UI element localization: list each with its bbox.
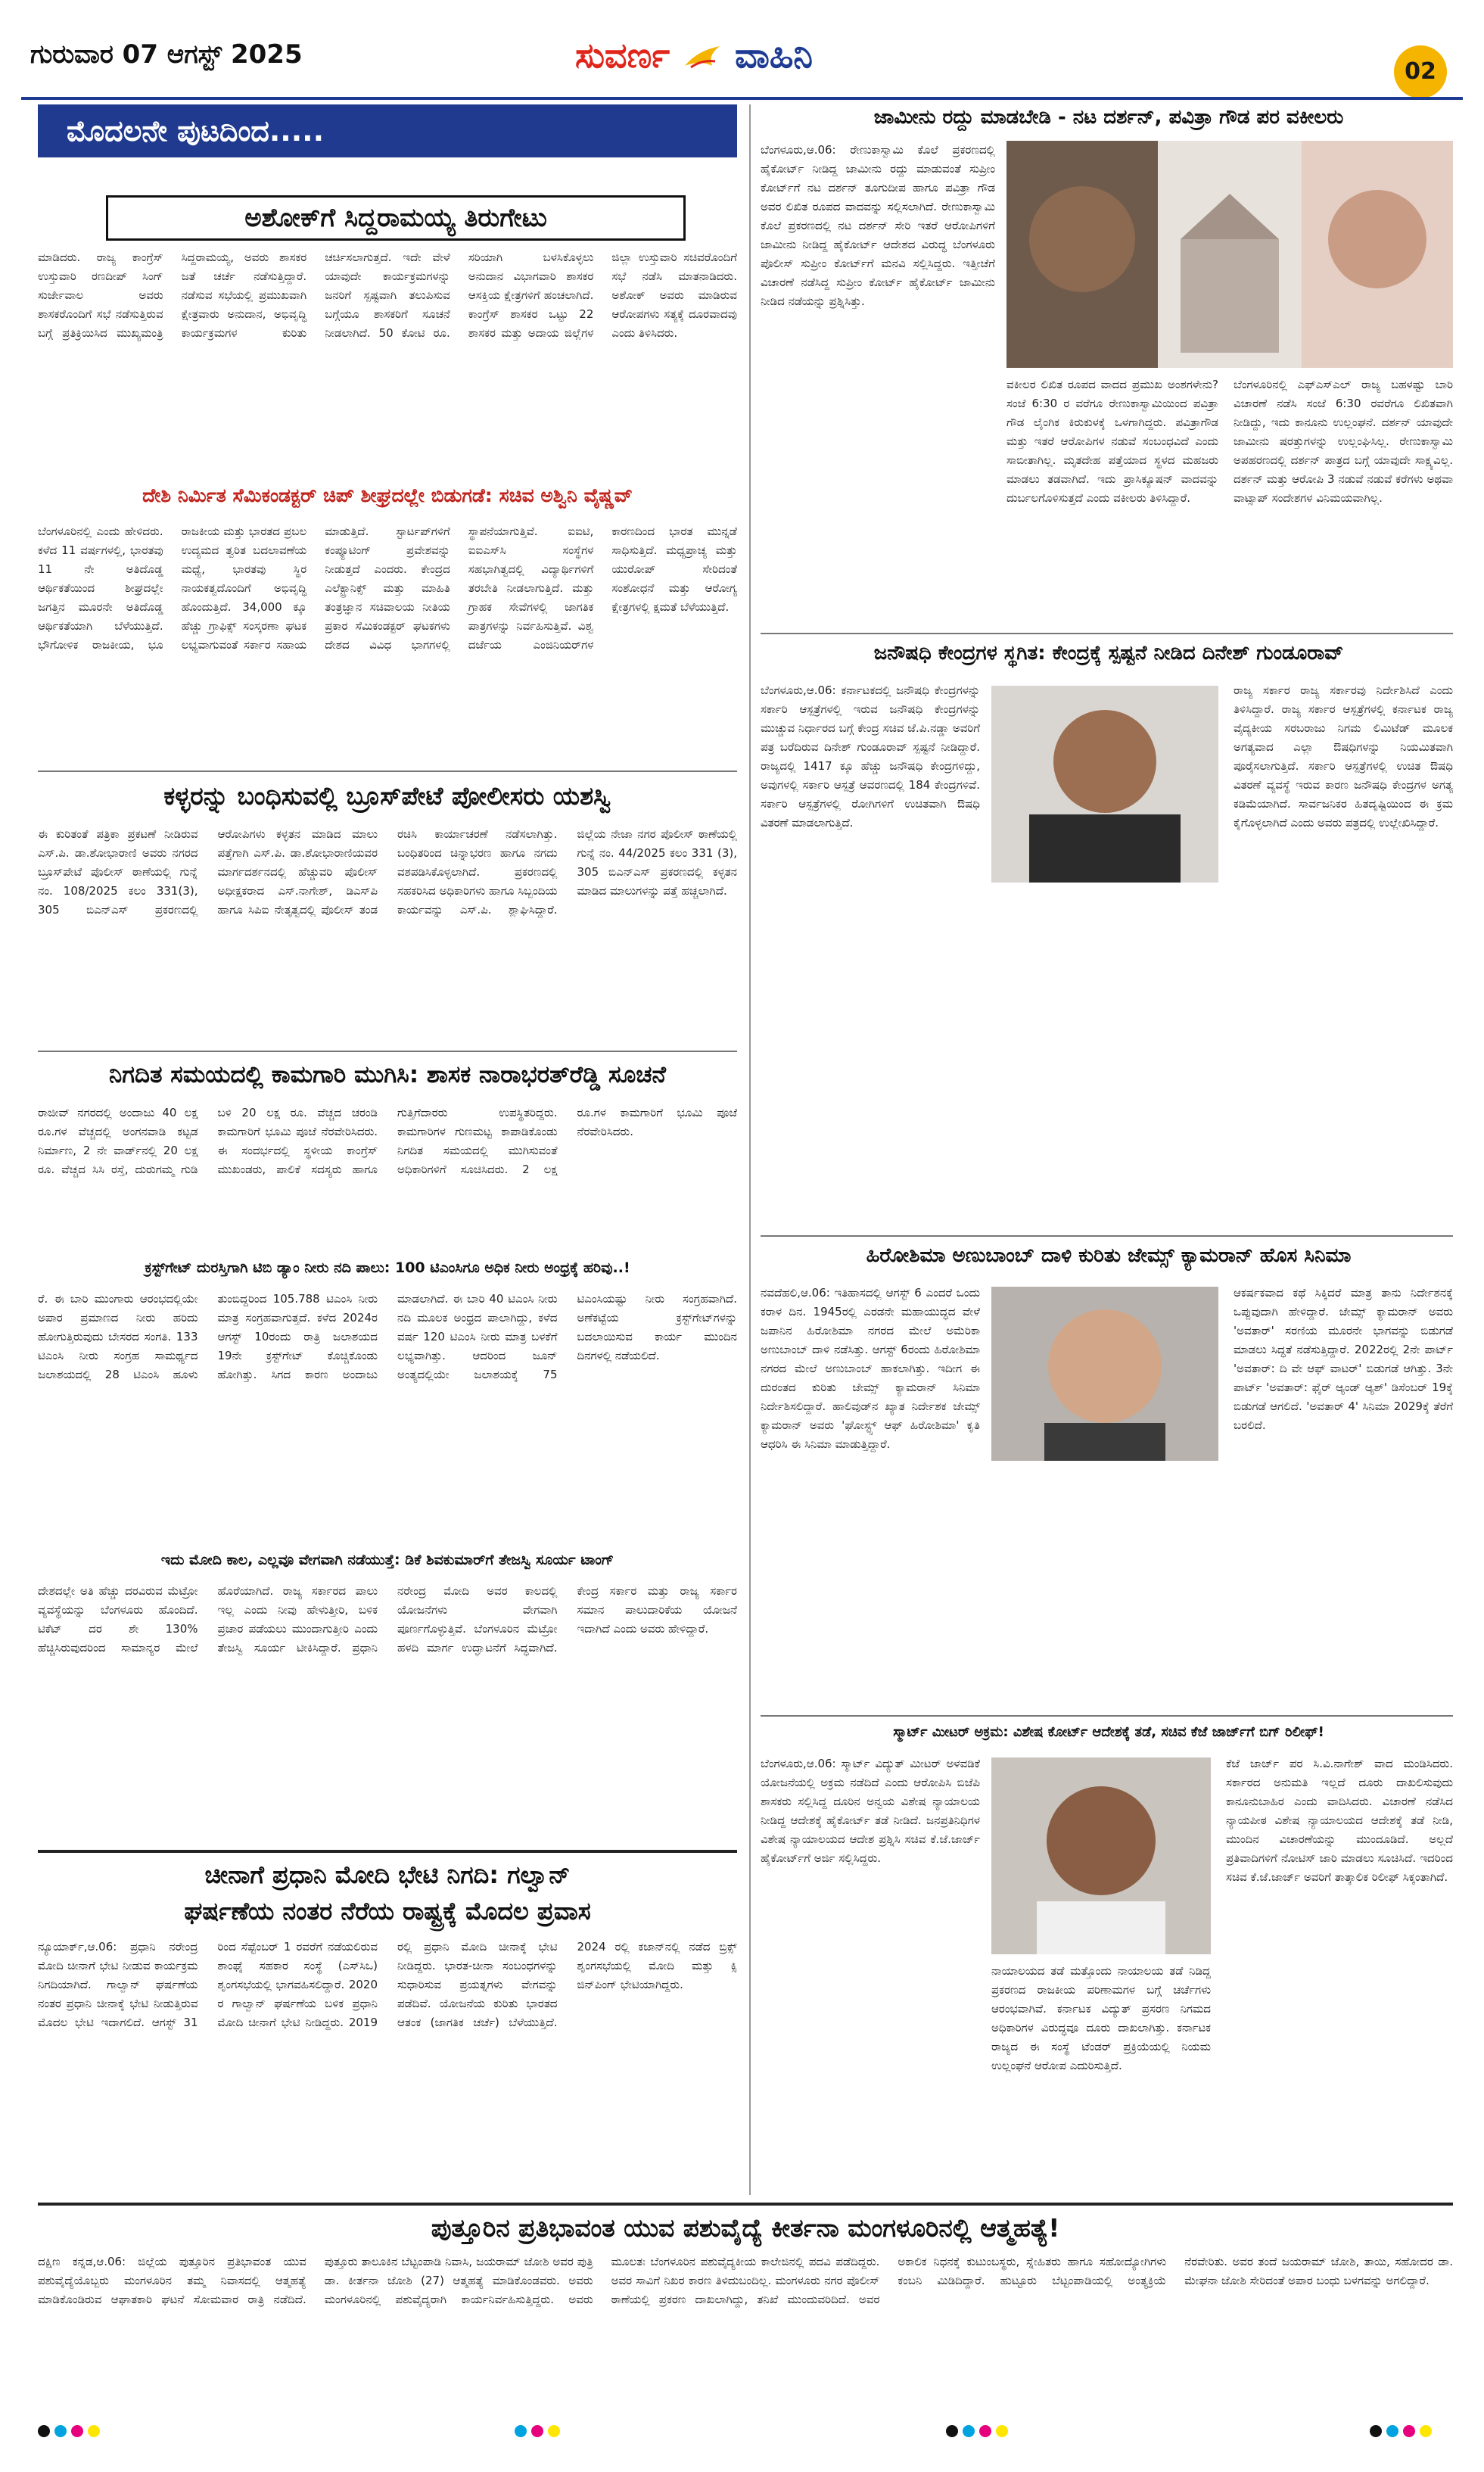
cameron-headline: ಹಿರೋಶಿಮಾ ಅಣುಬಾಂಬ್ ದಾಳಿ ಕುರಿತು ಜೇಮ್ಸ್ ಕ್ಯಾಮರಾನ್ ಹೊಸ ಸಿನಿಮಾ <box>866 1244 1352 1267</box>
smart-meter-body-left: ಬೆಂಗಳೂರು,ಆ.06: ಸ್ಮಾರ್ಟ್ ವಿದ್ಯುತ್ ಮೀಟರ್ ಅಳವಡಿಕೆ ಯೋಜನೆಯಲ್ಲಿ ಅಕ್ರಮ ನಡೆದಿದೆ ಎಂದು ಆರೋಪಿಸಿ ಬಿಜೆಪಿ ಶಾಸಕರು ಸಲ್ಲಿಸಿದ್ದ ದೂರಿನ ಅನ್ವಯ ವಿಶೇಷ ನ್ಯಾಯಾಲಯ ನೀಡಿದ್ದ ಆದೇಶಕ್ಕೆ ಹೈಕೋರ್ಟ್ ತಡೆ ನೀಡಿದೆ. ಜನಪ್ರತಿನಿಧಿಗಳ ವಿಶೇಷ ನ್ಯಾಯಾಲಯದ ಆದೇಶ ಪ್ರಶ್ನಿಸಿ ಸಚಿವ ಕೆ.ಜೆ.ಜಾರ್ಜ್ ಹೈಕೋರ್ಟ್‌ಗೆ ಅರ್ಜಿ ಸಲ್ಲಿಸಿದ್ದರು. <box>761 1757 980 1865</box>
chip-body: ಬೆಂಗಳೂರಿನಲ್ಲಿ ಎಂದು ಹೇಳಿದರು. ಕಳೆದ 11 ವರ್ಷಗಳಲ್ಲಿ, ಭಾರತವು 11 ನೇ ಅತಿದೊಡ್ಡ ಆರ್ಥಿಕತೆಯಿಂದ ಶೀಘ್ರದಲ್ಲೇ ಜಗತ್ತಿನ ಮೂರನೇ ಅತಿದೊಡ್ಡ ಆರ್ಥಿಕತೆಯಾಗಿ ಬೆಳೆಯುತ್ತಿದೆ. ಭೌಗೋಳಿಕ ರಾಜಕೀಯ, ಭೂ ರಾಜಕೀಯ ಮತ್ತು ಭಾರತದ ಪ್ರಬಲ ಉದ್ಯಮದ ತ್ವರಿತ ಬದಲಾವಣೆಯ ಮಧ್ಯೆ, ಭಾರತವು ಸ್ಥಿರ ನಾಯಕತ್ವದೊಂದಿಗೆ ಅಭಿವೃದ್ಧಿ ಹೊಂದುತ್ತಿದೆ. 34,000 ಕ್ಕೂ ಹೆಚ್ಚು ಗ್ರಾಫಿಕ್ಸ್ ಸಂಸ್ಕರಣಾ ಘಟಕ ಲಭ್ಯವಾಗುವಂತೆ ಸರ್ಕಾರ ಸಹಾಯ ಮಾಡುತ್ತಿದೆ. ಸ್ಟಾರ್ಟಪ್‌ಗಳಿಗೆ ಕಂಪ್ಯೂಟಿಂಗ್ ಪ್ರವೇಶವನ್ನು ನೀಡುತ್ತದೆ ಎಂದರು. ಕೇಂದ್ರದ ಎಲೆಕ್ಟ್ರಾನಿಕ್ಸ್ ಮತ್ತು ಮಾಹಿತಿ ತಂತ್ರಜ್ಞಾನ ಸಚಿವಾಲಯ ನೀತಿಯ ಪ್ರಕಾರ ಸೆಮಿಕಂಡಕ್ಟರ್ ಘಟಕಗಳು ದೇಶದ ವಿವಿಧ ಭಾಗಗಳಲ್ಲಿ ಸ್ಥಾಪನೆಯಾಗುತ್ತಿವೆ. ಐಐಟಿ, ಐಐಎಸ್‌ಸಿ ಸಂಸ್ಥೆಗಳ ಸಹಭಾಗಿತ್ವದಲ್ಲಿ ವಿದ್ಯಾರ್ಥಿಗಳಿಗೆ ತರಬೇತಿ ನೀಡಲಾಗುತ್ತಿದೆ. ಮತ್ತು ಗ್ರಾಹಕ ಸೇವೆಗಳಲ್ಲಿ ಜಾಗತಿಕ ಪಾತ್ರಗಳನ್ನು ನಿರ್ವಹಿಸುತ್ತಿವೆ. ವಿಶ್ವ ದರ್ಜೆಯ ಎಂಜಿನಿಯರ್‌ಗಳ ಕಾರಣದಿಂದ ಭಾರತ ಮುನ್ನಡೆ ಸಾಧಿಸುತ್ತಿದೆ. ಮಧ್ಯಪ್ರಾಚ್ಯ ಮತ್ತು ಯುರೋಪ್ ಸೇರಿದಂತೆ ಸಂಶೋಧನೆ ಮತ್ತು ಆರೋಗ್ಯ ಕ್ಷೇತ್ರಗಳಲ್ಲಿ ಕ್ಷಮತೆ ಬೆಳೆಯುತ್ತಿದೆ. <box>38 525 737 652</box>
divider <box>38 771 737 772</box>
yellow-dot-icon <box>548 2425 560 2437</box>
divider <box>761 1715 1453 1717</box>
darshan-headline: ಜಾಮೀನು ರದ್ದು ಮಾಡಬೇಡಿ - ನಟ ದರ್ಶನ್, ಪವಿತ್ರಾ ಗೌಡ ಪರ ವಕೀಲರು <box>873 106 1344 129</box>
bruce-body: ಈ ಕುರಿತಂತೆ ಪತ್ರಿಕಾ ಪ್ರಕಟಣೆ ನೀಡಿರುವ ಎಸ್.ಪಿ. ಡಾ.ಶೋಭಾರಾಣಿ ಅವರು ನಗರದ ಬ್ರೂಸ್‌ಪೇಟೆ ಪೊಲೀಸ್ ಠಾಣೆಯಲ್ಲಿ ಗುನ್ನೆ ನಂ. 108/2025 ಕಲಂ 331(3), 305 ಬಿಎನ್ಎಸ್ ಪ್ರಕರಣದಲ್ಲಿ ಆರೋಪಿಗಳು ಕಳ್ಳತನ ಮಾಡಿದ ಮಾಲು ಪತ್ತೆಗಾಗಿ ಎಸ್.ಪಿ. ಡಾ.ಶೋಭಾರಾಣಿಯವರ ಮಾರ್ಗದರ್ಶನದಲ್ಲಿ ಹೆಚ್ಚುವರಿ ಪೊಲೀಸ್ ಅಧೀಕ್ಷಕರಾದ ಎಸ್.ನಾಗೇಶ್, ಡಿಎಸ್‌ಪಿ ಹಾಗೂ ಸಿಪಿಐ ನೇತೃತ್ವದಲ್ಲಿ ಪೊಲೀಸ್ ತಂಡ ರಚಿಸಿ ಕಾರ್ಯಾಚರಣೆ ನಡೆಸಲಾಗಿತ್ತು. ಬಂಧಿತರಿಂದ ಚಿನ್ನಾಭರಣ ಹಾಗೂ ನಗದು ವಶಪಡಿಸಿಕೊಳ್ಳಲಾಗಿದೆ. ಪ್ರಕರಣದಲ್ಲಿ ಸಹಕರಿಸಿದ ಅಧಿಕಾರಿಗಳು ಹಾಗೂ ಸಿಬ್ಬಂದಿಯ ಕಾರ್ಯವನ್ನು ಎಸ್.ಪಿ. ಶ್ಲಾಘಿಸಿದ್ದಾರೆ. ಜಿಲ್ಲೆಯ ನೇಜಾ ನಗರ ಪೊಲೀಸ್ ಠಾಣೆಯಲ್ಲಿ ಗುನ್ನೆ ನಂ. 44/2025 ಕಲಂ 331 (3), 305 ಬಿಎನ್ಎಸ್ ಪ್ರಕರಣದಲ್ಲಿ ಕಳ್ಳತನ ಮಾಡಿದ ಮಾಲುಗಳನ್ನು ಪತ್ತೆ ಹಚ್ಚಲಾಗಿದೆ. <box>38 827 737 917</box>
divider <box>38 1850 737 1853</box>
registration-marks-left <box>38 2425 104 2440</box>
black-dot-icon <box>946 2425 958 2437</box>
darshan-body-right: ಬೆಂಗಳೂರಿನಲ್ಲಿ ಎಫ್‌ಎಸ್‌ಎಲ್ ರಾಜ್ಯ ಬಹಳಷ್ಟು ಬಾರಿ ವಿಚಾರಣೆ ನಡೆಸಿ ಸಂಜೆ 6:30 ರವರೆಗೂ ಲಿಖಿತವಾಗಿ ನೀಡಿದ್ದು, ಇದು ಕಾನೂನು ಉಲ್ಲಂಘನೆ. ದರ್ಶನ್ ಯಾವುದೇ ಜಾಮೀನು ಷರತ್ತುಗಳನ್ನು ಉಲ್ಲಂಘಿಸಿಲ್ಲ. ರೇಣುಕಾಸ್ವಾಮಿ ಅಪಹರಣದಲ್ಲಿ ದರ್ಶನ್ ಪಾತ್ರದ ಬಗ್ಗೆ ಯಾವುದೇ ಸಾಕ್ಷ್ಯವಿಲ್ಲ. ದರ್ಶನ್ ಮತ್ತು ಆರೋಪಿ 3 ನಡುವೆ ನಡುವೆ ಕರೆಗಳು ಅಥವಾ ವಾಟ್ಸಾಪ್ ಸಂದೇಶಗಳ ವಿನಿಮಯವಾಗಿಲ್ಲ. <box>1234 378 1453 505</box>
shivakumar-headline: ಇದು ಮೋದಿ ಕಾಲ, ಎಲ್ಲವೂ ವೇಗವಾಗಿ ನಡೆಯುತ್ತೆ: ಡಿಕೆ ಶಿವಕುಮಾರ್‌ಗೆ ತೇಜಸ್ವಿ ಸೂರ್ಯ ಟಾಂಗ್ <box>160 1552 614 1568</box>
cyan-dot-icon <box>515 2425 527 2437</box>
modi-headline-line1: ಚೀನಾಗೆ ಪ್ರಧಾನಿ ಮೋದಿ ಭೇಟಿ ನಿಗದಿ: ಗಲ್ವಾನ್ <box>204 1860 571 1889</box>
smart-meter-body-right: ಕೆಜೆ ಜಾರ್ಜ್ ಪರ ಸಿ.ವಿ.ನಾಗೇಶ್ ವಾದ ಮಂಡಿಸಿದರು. ಸರ್ಕಾರದ ಅನುಮತಿ ಇಲ್ಲದೆ ದೂರು ದಾಖಲಿಸುವುದು ಕಾನೂನುಬಾಹಿರ ಎಂದು ವಾದಿಸಿದರು. ವಿಚಾರಣೆ ನಡೆಸಿದ ನ್ಯಾಯಪೀಠ ವಿಶೇಷ ನ್ಯಾಯಾಲಯದ ಆದೇಶಕ್ಕೆ ತಡೆ ನೀಡಿ, ಮುಂದಿನ ವಿಚಾರಣೆಯನ್ನು ಮುಂದೂಡಿದೆ. ಅಲ್ಲದೆ ಪ್ರತಿವಾದಿಗಳಿಗೆ ನೋಟಿಸ್ ಜಾರಿ ಮಾಡಲು ಸೂಚಿಸಿದೆ. ಇದರಿಂದ ಸಚಿವ ಕೆ.ಜೆ.ಜಾರ್ಜ್ ಅವರಿಗೆ ತಾತ್ಕಾಲಿಕ ರಿಲೀಫ್ ಸಿಕ್ಕಂತಾಗಿದೆ. <box>1226 1757 1453 1884</box>
darshan-body-bottom: ವಕೀಲರ ಲಿಖಿತ ರೂಪದ ವಾದದ ಪ್ರಮುಖ ಅಂಶಗಳೇನು? ಸಂಜೆ 6:30 ರ ವರೆಗೂ ರೇಣುಕಾಸ್ವಾಮಿಯಿಂದ ಪವಿತ್ರಾ ಗೌಡ ಲೈಂಗಿಕ ಕಿರುಕುಳಕ್ಕೆ ಒಳಗಾಗಿದ್ದರು. ಪವಿತ್ರಾಗೌಡ ಮತ್ತು ಇತರೆ ಆರೋಪಿಗಳ ನಡುವೆ ಸಂಬಂಧವಿದೆ ಎಂದು ಸಾಬೀತಾಗಿಲ್ಲ. ಮೃತದೇಹ ಪತ್ತೆಯಾದ ಸ್ಥಳದ ಮಹಜರು ಮಾಡಲು ತಡವಾಗಿದೆ. ಇದು ಪ್ರಾಸಿಕ್ಯೂಷನ್ ವಾದವನ್ನು ದುರ್ಬಲಗೊಳಿಸುತ್ತದೆ ಎಂದು ವಕೀಲರು ತಿಳಿಸಿದ್ದಾರೆ. <box>1006 378 1218 505</box>
tunga-body: ರೆ. ಈ ಬಾರಿ ಮುಂಗಾರು ಆರಂಭದಲ್ಲಿಯೇ ಅಪಾರ ಪ್ರಮಾಣದ ನೀರು ಹರಿದು ಹೋಗುತ್ತಿರುವುದು ಬೇಸರದ ಸಂಗತಿ. 133 ಟಿಎಂಸಿ ನೀರು ಸಂಗ್ರಹ ಸಾಮರ್ಥ್ಯದ ಜಲಾಶಯದಲ್ಲಿ 28 ಟಿಎಂಸಿ ಹೂಳು ತುಂಬಿದ್ದರಿಂದ 105.788 ಟಿಎಂಸಿ ನೀರು ಮಾತ್ರ ಸಂಗ್ರಹವಾಗುತ್ತದೆ. ಕಳೆದ 2024ರ ಆಗಸ್ಟ್ 10ರಂದು ರಾತ್ರಿ ಜಲಾಶಯದ 19ನೇ ಕ್ರಸ್ಟ್‌ಗೇಟ್ ಕೊಚ್ಚಿಕೊಂಡು ಹೋಗಿತ್ತು. ಸಿಗದ ಕಾರಣ ಅಂದಾಜು ಮಾಡಲಾಗಿದೆ. ಈ ಬಾರಿ 40 ಟಿಎಂಸಿ ನೀರು ನದಿ ಮೂಲಕ ಅಂಧ್ರದ ಪಾಲಾಗಿದ್ದು, ಕಳೆದ ವರ್ಷ 120 ಟಿಎಂಸಿ ನೀರು ಮಾತ್ರ ಬಳಕೆಗೆ ಲಭ್ಯವಾಗಿತ್ತು. ಆದರಿಂದ ಜೂನ್ ಅಂತ್ಯದಲ್ಲಿಯೇ ಜಲಾಶಯಕ್ಕೆ 75 ಟಿಎಂಸಿಯಷ್ಟು ನೀರು ಸಂಗ್ರಹವಾಗಿದೆ. ಅಣೆಕಟ್ಟೆಯ ಕ್ರಸ್ಟ್‌ಗೇಟ್‌ಗಳನ್ನು ಬದಲಾಯಿಸುವ ಕಾರ್ಯ ಮುಂದಿನ ದಿನಗಳಲ್ಲಿ ನಡೆಯಲಿದೆ. <box>38 1292 737 1381</box>
newspaper-logo <box>575 35 813 77</box>
chip-headline: ದೇಶಿ ನಿರ್ಮಿತ ಸೆಮಿಕಂಡಕ್ಟರ್ ಚಿಪ್ ಶೀಘ್ರದಲ್ಲೇ ಬಿಡುಗಡೆ: ಸಚಿವ ಅಶ್ವಿನಿ ವೈಷ್ಣವ್ <box>142 484 633 506</box>
black-dot-icon <box>38 2425 50 2437</box>
column-divider <box>749 104 751 2195</box>
cameron-photo-icon <box>991 1287 1218 1461</box>
smart-meter-body-bottom: ನಾಯಾಲಯದ ತಡೆ ಮತ್ತೊಂದು ನಾಯಾಲಯ ತಡೆ ನಿಡಿದ್ದ ಪ್ರಕರಣದ ರಾಜಕೀಯ ಪರಿಣಾಮಗಳ ಬಗ್ಗೆ ಚರ್ಚೆಗಳು ಆರಂಭವಾಗಿವೆ. ಕರ್ನಾಟಕ ವಿದ್ಯುತ್ ಪ್ರಸರಣ ನಿಗಮದ ಅಧಿಕಾರಿಗಳ ವಿರುದ್ಧವೂ ದೂರು ದಾಖಲಾಗಿತ್ತು. ಕರ್ನಾಟಕ ರಾಜ್ಯದ ಈ ಸಂಸ್ಥೆ ಟೆಂಡರ್ ಪ್ರಕ್ರಿಯೆಯಲ್ಲಿ ನಿಯಮ ಉಲ್ಲಂಘನೆ ಆರೋಪ ಎದುರಿಸುತ್ತಿದೆ. <box>991 1964 1211 2072</box>
smart-meter-headline: ಸ್ಮಾರ್ಟ್ ಮೀಟರ್ ಅಕ್ರಮ: ವಿಶೇಷ ಕೋರ್ಟ್ ಆದೇಶಕ್ಕೆ ತಡೆ, ಸಚಿವ ಕೆಜೆ ಜಾರ್ಜ್‌ಗೆ ಬಿಗ್ ರಿಲೀಫ್! <box>893 1724 1324 1740</box>
darshan-photo-strip <box>1006 141 1453 368</box>
modi-body: ನ್ಯೂಯಾರ್ಕ್,ಆ.06: ಪ್ರಧಾನಿ ನರೇಂದ್ರ ಮೋದಿ ಚೀನಾಗೆ ಭೇಟಿ ನೀಡುವ ಕಾರ್ಯಕ್ರಮ ನಿಗದಿಯಾಗಿದೆ. ಗಾಲ್ವಾನ್ ಘರ್ಷಣೆಯ ನಂತರ ಪ್ರಧಾನಿ ಚೀನಾಕ್ಕೆ ಭೇಟಿ ನೀಡುತ್ತಿರುವ ಮೊದಲ ಭೇಟಿ ಇದಾಗಲಿದೆ. ಆಗಸ್ಟ್ 31 ರಿಂದ ಸೆಪ್ಟೆಂಬರ್ 1 ರವರೆಗೆ ನಡೆಯಲಿರುವ ಶಾಂಘೈ ಸಹಕಾರ ಸಂಸ್ಥೆ (ಎಸ್‌ಸಿಒ) ಶೃಂಗಸಭೆಯಲ್ಲಿ ಭಾಗವಹಿಸಲಿದ್ದಾರೆ. 2020 ರ ಗಾಲ್ವಾನ್ ಘರ್ಷಣೆಯ ಬಳಿಕ ಪ್ರಧಾನಿ ಮೋದಿ ಚೀನಾಗೆ ಭೇಟಿ ನೀಡಿದ್ದರು. 2019 ರಲ್ಲಿ ಪ್ರಧಾನಿ ಮೋದಿ ಚೀನಾಕ್ಕೆ ಭೇಟಿ ನೀಡಿದ್ದರು. ಭಾರತ-ಚೀನಾ ಸಂಬಂಧಗಳನ್ನು ಸುಧಾರಿಸುವ ಪ್ರಯತ್ನಗಳು ವೇಗವನ್ನು ಪಡೆದಿವೆ. ಯೋಜನೆಯ ಕುರಿತು ಭಾರತದ ಆತಂಕ (ಜಾಗತಿಕ ಚರ್ಚೆ) ಬೆಳೆಯುತ್ತಿದೆ. 2024 ರಲ್ಲಿ ಕಜಾನ್‌ನಲ್ಲಿ ನಡೆದ ಬ್ರಿಕ್ಸ್ ಶೃಂಗಸಭೆಯಲ್ಲಿ ಮೋದಿ ಮತ್ತು ಕ್ಸಿ ಜಿನ್‌ಪಿಂಗ್ ಭೇಟಿಯಾಗಿದ್ದರು. <box>38 1940 737 2029</box>
cyan-dot-icon <box>1386 2425 1398 2437</box>
section-banner: ಮೊದಲನೇ ಪುಟದಿಂದ..... <box>38 104 737 157</box>
registration-marks-right <box>1370 2425 1436 2440</box>
masthead-rule <box>21 97 1463 100</box>
page-number-badge: 02 <box>1394 45 1447 98</box>
yellow-dot-icon <box>88 2425 100 2437</box>
divider <box>38 1051 737 1052</box>
divider <box>761 633 1453 634</box>
tunga-headline: ಕ್ರಸ್ಟ್‌ಗೇಟ್ ದುರಸ್ತಿಗಾಗಿ ಟಿಬಿ ಡ್ಯಾಂ ನೀರು ನದಿ ಪಾಲು: 100 ಟಿಎಂಸಿಗೂ ಅಧಿಕ ನೀರು ಅಂಧ್ರಕ್ಕೆ ಹರಿವು..! <box>145 1259 630 1276</box>
gundurao-photo-icon <box>991 686 1218 883</box>
issue-date: ಗುರುವಾರ 07 ಆಗಸ್ಟ್ 2025 <box>30 39 303 70</box>
magenta-dot-icon <box>531 2425 543 2437</box>
gundurao-body-right: ರಾಜ್ಯ ಸರ್ಕಾರ ರಾಜ್ಯ ಸರ್ಕಾರವು ನಿರ್ದೇಶಿಸಿದೆ ಎಂದು ತಿಳಿಸಿದ್ದಾರೆ. ರಾಜ್ಯ ಸರ್ಕಾರ ಆಸ್ಪತ್ರೆಗಳಲ್ಲಿ ಕರ್ನಾಟಕ ರಾಜ್ಯ ವೈದ್ಯಕೀಯ ಸರಬರಾಜು ನಿಗಮ ಲಿಮಿಟೆಡ್ ಮೂಲಕ ಅಗತ್ಯವಾದ ಎಲ್ಲಾ ಔಷಧಿಗಳನ್ನು ನಿಯಮಿತವಾಗಿ ಪೂರೈಸಲಾಗುತ್ತಿದೆ. ಸರ್ಕಾರಿ ಆಸ್ಪತ್ರೆಗಳಲ್ಲಿ ಉಚಿತ ಔಷಧಿ ವಿತರಣೆ ವ್ಯವಸ್ಥೆ ಇರುವ ಕಾರಣ ಜನೌಷಧಿ ಕೇಂದ್ರಗಳ ಅಗತ್ಯ ಕಡಿಮೆಯಾಗಿದೆ. ಸಾರ್ವಜನಿಕರ ಹಿತದೃಷ್ಟಿಯಿಂದ ಈ ಕ್ರಮ ಕೈಗೊಳ್ಳಲಾಗಿದೆ ಎಂದು ಅವರು ಪತ್ರದಲ್ಲಿ ಉಲ್ಲೇಖಿಸಿದ್ದಾರೆ. <box>1234 683 1453 830</box>
nigadita-body: ರಾಜೀವ್ ನಗರದಲ್ಲಿ ಅಂದಾಜು 40 ಲಕ್ಷ ರೂ.ಗಳ ವೆಚ್ಚದಲ್ಲಿ ಅಂಗನವಾಡಿ ಕಟ್ಟಡ ನಿರ್ಮಾಣ, 2 ನೇ ವಾರ್ಡ್‌ನಲ್ಲಿ 20 ಲಕ್ಷ ರೂ. ವೆಚ್ಚದ ಸಿಸಿ ರಸ್ತೆ, ದುರುಗಮ್ಮ ಗುಡಿ ಬಳಿ 20 ಲಕ್ಷ ರೂ. ವೆಚ್ಚದ ಚರಂಡಿ ಕಾಮಗಾರಿಗೆ ಭೂಮಿ ಪೂಜೆ ನೆರವೇರಿಸಿದರು. ಈ ಸಂದರ್ಭದಲ್ಲಿ ಸ್ಥಳೀಯ ಕಾಂಗ್ರೆಸ್ ಮುಖಂಡರು, ಪಾಲಿಕೆ ಸದಸ್ಯರು ಹಾಗೂ ಗುತ್ತಿಗೆದಾರರು ಉಪಸ್ಥಿತರಿದ್ದರು. ಕಾಮಗಾರಿಗಳ ಗುಣಮಟ್ಟ ಕಾಪಾಡಿಕೊಂಡು ನಿಗದಿತ ಸಮಯದಲ್ಲಿ ಮುಗಿಸುವಂತೆ ಅಧಿಕಾರಿಗಳಿಗೆ ಸೂಚಿಸಿದರು. 2 ಲಕ್ಷ ರೂ.ಗಳ ಕಾಮಗಾರಿಗೆ ಭೂಮಿ ಪೂಜೆ ನೆರವೇರಿಸಿದರು. <box>38 1106 737 1176</box>
registration-marks-center2 <box>946 2425 1013 2440</box>
cyan-dot-icon <box>54 2425 67 2437</box>
modi-headline-line2: ಘರ್ಷಣೆಯ ನಂತರ ನೆರೆಯ ರಾಷ್ಟ್ರಕ್ಕೆ ಮೊದಲ ಪ್ರವಾಸ <box>184 1897 591 1926</box>
divider <box>38 2203 1453 2206</box>
gundurao-headline: ಜನೌಷಧಿ ಕೇಂದ್ರಗಳ ಸ್ಥಗಿತ: ಕೇಂದ್ರಕ್ಕೆ ಸ್ಪಷ್ಟನೆ ನೀಡಿದ ದಿನೇಶ್ ಗುಂಡೂರಾವ್ <box>873 642 1344 665</box>
puttur-body: ದಕ್ಷಿಣ ಕನ್ನಡ,ಆ.06: ಜಿಲ್ಲೆಯ ಪುತ್ತೂರಿನ ಪ್ರತಿಭಾವಂತ ಯುವ ಪಶುವೈದ್ಯೆಯೊಬ್ಬರು ಮಂಗಳೂರಿನ ತಮ್ಮ ನಿವಾಸದಲ್ಲಿ ಆತ್ಮಹತ್ಯೆ ಮಾಡಿಕೊಂಡಿರುವ ಆಘಾತಕಾರಿ ಘಟನೆ ಸೋಮವಾರ ರಾತ್ರಿ ನಡೆದಿದೆ. ಪುತ್ತೂರು ತಾಲೂಕಿನ ಬೆಟ್ಟಂಪಾಡಿ ನಿವಾಸಿ, ಜಯರಾಮ್ ಜೋಶಿ ಅವರ ಪುತ್ರಿ ಡಾ. ಕೀರ್ತನಾ ಜೋಶಿ (27) ಆತ್ಮಹತ್ಯೆ ಮಾಡಿಕೊಂಡವರು. ಅವರು ಮಂಗಳೂರಿನಲ್ಲಿ ಪಶುವೈದ್ಯರಾಗಿ ಕಾರ್ಯನಿರ್ವಹಿಸುತ್ತಿದ್ದರು. ಅವರು ಮೂಲತಃ ಬೆಂಗಳೂರಿನ ಪಶುವೈದ್ಯಕೀಯ ಕಾಲೇಜಿನಲ್ಲಿ ಪದವಿ ಪಡೆದಿದ್ದರು. ಅವರ ಸಾವಿಗೆ ನಿಖರ ಕಾರಣ ತಿಳಿದುಬಂದಿಲ್ಲ. ಮಂಗಳೂರು ನಗರ ಪೊಲೀಸ್ ಠಾಣೆಯಲ್ಲಿ ಪ್ರಕರಣ ದಾಖಲಾಗಿದ್ದು, ತನಿಖೆ ಮುಂದುವರಿದಿದೆ. ಅವರ ಅಕಾಲಿಕ ನಿಧನಕ್ಕೆ ಕುಟುಂಬಸ್ಥರು, ಸ್ನೇಹಿತರು ಹಾಗೂ ಸಹೋದ್ಯೋಗಿಗಳು ಕಂಬನಿ ಮಿಡಿದಿದ್ದಾರೆ. ಹುಟ್ಟೂರು ಬೆಟ್ಟಂಪಾಡಿಯಲ್ಲಿ ಅಂತ್ಯಕ್ರಿಯೆ ನೆರವೇರಿತು. ಅವರ ತಂದೆ ಜಯರಾಮ್ ಜೋಶಿ, ತಾಯಿ, ಸಹೋದರ ಡಾ. ಮೇಘನಾ ಜೋಶಿ ಸೇರಿದಂತೆ ಅಪಾರ ಬಂಧು ಬಳಗವನ್ನು ಅಗಲಿದ್ದಾರೆ. <box>38 2255 1453 2306</box>
black-dot-icon <box>1370 2425 1382 2437</box>
divider <box>761 1235 1453 1237</box>
darshan-photo-icon <box>1006 141 1453 368</box>
magenta-dot-icon <box>1403 2425 1415 2437</box>
gundurao-body-left: ಬೆಂಗಳೂರು,ಆ.06: ಕರ್ನಾಟಕದಲ್ಲಿ ಜನೌಷಧಿ ಕೇಂದ್ರಗಳನ್ನು ಸರ್ಕಾರಿ ಆಸ್ಪತ್ರೆಗಳಲ್ಲಿ ಇರುವ ಜನೌಷಧಿ ಕೇಂದ್ರಗಳನ್ನು ಮುಚ್ಚುವ ನಿರ್ಧಾರದ ಬಗ್ಗೆ ಕೇಂದ್ರ ಸಚಿವ ಜೆ.ಪಿ.ನಡ್ಡಾ ಅವರಿಗೆ ಪತ್ರ ಬರೆದಿರುವ ದಿನೇಶ್ ಗುಂಡೂರಾವ್ ಸ್ಪಷ್ಟನೆ ನೀಡಿದ್ದಾರೆ. ರಾಜ್ಯದಲ್ಲಿ 1417 ಕ್ಕೂ ಹೆಚ್ಚು ಜನೌಷಧಿ ಕೇಂದ್ರಗಳಿದ್ದು, ಅವುಗಳಲ್ಲಿ ಸರ್ಕಾರಿ ಆಸ್ಪತ್ರೆ ಆವರಣದಲ್ಲಿ 184 ಕೇಂದ್ರಗಳಿವೆ. ಸರ್ಕಾರಿ ಆಸ್ಪತ್ರೆಗಳಲ್ಲಿ ರೋಗಿಗಳಿಗೆ ಉಚಿತವಾಗಿ ಔಷಧಿ ವಿತರಣೆ ಮಾಡಲಾಗುತ್ತಿದೆ. <box>761 683 980 830</box>
nigadita-headline: ನಿಗದಿತ ಸಮಯದಲ್ಲಿ ಕಾಮಗಾರಿ ಮುಗಿಸಿ: ಶಾಸಕ ನಾರಾಭರತ್‌ರೆಡ್ಡಿ ಸೂಚನೆ <box>109 1061 666 1088</box>
cameron-body-right: ಆಕರ್ಷಕವಾದ ಕಥೆ ಸಿಕ್ಕಿದರೆ ಮಾತ್ರ ತಾನು ನಿರ್ದೇಶನಕ್ಕೆ ಒಪ್ಪುವುದಾಗಿ ಹೇಳಿದ್ದಾರೆ. ಜೇಮ್ಸ್ ಕ್ಯಾಮರಾನ್ ಅವರು 'ಅವತಾರ್' ಸರಣಿಯ ಮೂರನೇ ಭಾಗವನ್ನು ಬಿಡುಗಡೆ ಮಾಡಲು ಸಿದ್ಧತೆ ನಡೆಸುತ್ತಿದ್ದಾರೆ. 2022ರಲ್ಲಿ 2ನೇ ಪಾರ್ಟ್ 'ಅವತಾರ್: ದಿ ವೇ ಆಫ್ ವಾಟರ್' ಬಿಡುಗಡೆ ಆಗಿತ್ತು. 3ನೇ ಪಾರ್ಟ್ 'ಅವತಾರ್: ಫೈರ್ ಆ್ಯಂಡ್ ಆ್ಯಶ್' ಡಿಸೆಂಬರ್ 19ಕ್ಕೆ ಬಿಡುಗಡೆ ಆಗಲಿದೆ. 'ಅವತಾರ್ 4' ಸಿನಿಮಾ 2029ಕ್ಕೆ ತೆರೆಗೆ ಬರಲಿದೆ. <box>1234 1286 1453 1432</box>
yellow-dot-icon <box>996 2425 1008 2437</box>
george-photo-icon <box>991 1757 1211 1954</box>
cameron-photo <box>991 1287 1218 1461</box>
magenta-dot-icon <box>71 2425 83 2437</box>
ashok-headline: ಅಶೋಕ್‌ಗೆ ಸಿದ್ದರಾಮಯ್ಯ ತಿರುಗೇಟು <box>106 195 686 241</box>
cyan-dot-icon <box>963 2425 975 2437</box>
george-photo <box>991 1757 1211 1954</box>
darshan-body-left: ಬೆಂಗಳೂರು,ಆ.06: ರೇಣುಕಾಸ್ವಾಮಿ ಕೊಲೆ ಪ್ರಕರಣದಲ್ಲಿ ಹೈಕೋರ್ಟ್ ನೀಡಿದ್ದ ಜಾಮೀನು ರದ್ದು ಮಾಡುವಂತೆ ಸುಪ್ರೀಂ ಕೋರ್ಟ್‌ಗೆ ನಟ ದರ್ಶನ್ ತೂಗುದೀಪ ಹಾಗೂ ಪವಿತ್ರಾ ಗೌಡ ಅವರ ಲಿಖಿತ ರೂಪದ ವಾದವನ್ನು ಸಲ್ಲಿಸಲಾಗಿದೆ. ರೇಣುಕಾಸ್ವಾಮಿ ಕೊಲೆ ಪ್ರಕರಣದಲ್ಲಿ ನಟ ದರ್ಶನ್ ಸೇರಿ ಇತರೆ ಆರೋಪಿಗಳಿಗೆ ಜಾಮೀನು ನೀಡಿದ್ದ ಹೈಕೋರ್ಟ್ ಆದೇಶದ ವಿರುದ್ಧ ಬೆಂಗಳೂರು ಪೊಲೀಸ್ ಸುಪ್ರೀಂ ಕೋರ್ಟ್‌ಗೆ ಮನವಿ ಸಲ್ಲಿಸಿದ್ದರು. ಇತ್ತೀಚೆಗೆ ವಿಚಾರಣೆ ನಡೆಸಿದ್ದ ಸುಪ್ರೀಂ ಕೋರ್ಟ್ ಹೈಕೋರ್ಟ್ ಜಾಮೀನು ನೀಡಿದ ನಡೆಯನ್ನು ಪ್ರಶ್ನಿಸಿತ್ತು. <box>761 143 995 308</box>
cameron-body-left: ನವದೆಹಲಿ,ಆ.06: ಇತಿಹಾಸದಲ್ಲಿ ಆಗಸ್ಟ್ 6 ಎಂದರೆ ಒಂದು ಕರಾಳ ದಿನ. 1945ರಲ್ಲಿ ಎರಡನೇ ಮಹಾಯುದ್ಧದ ವೇಳೆ ಜಪಾನಿನ ಹಿರೋಶಿಮಾ ನಗರದ ಮೇಲೆ ಅಮೆರಿಕಾ ಅಣುಬಾಂಬ್ ದಾಳಿ ನಡೆಸಿತ್ತು. ಆಗಸ್ಟ್ 6ರಂದು ಹಿರೋಶಿಮಾ ನಗರದ ಮೇಲೆ ಅಣುಬಾಂಬ್ ಹಾಕಲಾಗಿತ್ತು. ಇದೀಗ ಈ ದುರಂತದ ಕುರಿತು ಜೇಮ್ಸ್ ಕ್ಯಾಮರಾನ್ ಸಿನಿಮಾ ನಿರ್ದೇಶಿಸಲಿದ್ದಾರೆ. ಹಾಲಿವುಡ್‌ನ ಖ್ಯಾತ ನಿರ್ದೇಶಕ ಜೇಮ್ಸ್ ಕ್ಯಾಮರಾನ್ ಅವರು 'ಘೋಸ್ಟ್ಸ್ ಆಫ್ ಹಿರೋಶಿಮಾ' ಕೃತಿ ಆಧರಿಸಿ ಈ ಸಿನಿಮಾ ಮಾಡುತ್ತಿದ್ದಾರೆ. <box>761 1286 980 1451</box>
puttur-headline: ಪುತ್ತೂರಿನ ಪ್ರತಿಭಾವಂತ ಯುವ ಪಶುವೈದ್ಯೆ ಕೀರ್ತನಾ ಮಂಗಳೂರಿನಲ್ಲಿ ಆತ್ಮಹತ್ಯೆ! <box>431 2213 1060 2243</box>
magenta-dot-icon <box>979 2425 991 2437</box>
brand-part2: ವಾಹಿನಿ <box>735 35 814 76</box>
bruce-headline: ಕಳ್ಳರನ್ನು ಬಂಧಿಸುವಲ್ಲಿ ಬ್ರೂಸ್‌ಪೇಟೆ ಪೋಲೀಸರು ಯಶಸ್ವಿ <box>163 781 611 811</box>
registration-marks-center <box>515 2425 565 2440</box>
gundurao-photo <box>991 686 1218 883</box>
yellow-dot-icon <box>1420 2425 1432 2437</box>
shivakumar-body: ದೇಶದಲ್ಲೇ ಅತಿ ಹೆಚ್ಚು ದರವಿರುವ ಮೆಟ್ರೋ ವ್ಯವಸ್ಥೆಯನ್ನು ಬೆಂಗಳೂರು ಹೊಂದಿದೆ. ಟಿಕೆಟ್ ದರ ಶೇ 130% ಹೆಚ್ಚಿಸಿರುವುದರಿಂದ ಸಾಮಾನ್ಯರ ಮೇಲೆ ಹೊರೆಯಾಗಿದೆ. ರಾಜ್ಯ ಸರ್ಕಾರದ ಪಾಲು ಇಲ್ಲ ಎಂದು ನೀವು ಹೇಳುತ್ತೀರಿ, ಬಳಿಕ ಪ್ರಚಾರ ಪಡೆಯಲು ಮುಂದಾಗುತ್ತೀರಿ ಎಂದು ತೇಜಸ್ವಿ ಸೂರ್ಯ ಟೀಕಿಸಿದ್ದಾರೆ. ಪ್ರಧಾನಿ ನರೇಂದ್ರ ಮೋದಿ ಅವರ ಕಾಲದಲ್ಲಿ ಯೋಜನೆಗಳು ವೇಗವಾಗಿ ಪೂರ್ಣಗೊಳ್ಳುತ್ತಿವೆ. ಬೆಂಗಳೂರಿನ ಮೆಟ್ರೋ ಹಳದಿ ಮಾರ್ಗ ಉದ್ಘಾಟನೆಗೆ ಸಿದ್ಧವಾಗಿದೆ. ಕೇಂದ್ರ ಸರ್ಕಾರ ಮತ್ತು ರಾಜ್ಯ ಸರ್ಕಾರ ಸಮಾನ ಪಾಲುದಾರಿಕೆಯ ಯೋಜನೆ ಇದಾಗಿದೆ ಎಂದು ಅವರು ಹೇಳಿದ್ದಾರೆ. <box>38 1584 737 1655</box>
brand-part1: ಸುವರ್ಣ <box>575 35 670 76</box>
ashok-body: ಮಾಡಿದರು. ರಾಜ್ಯ ಕಾಂಗ್ರೆಸ್ ಉಸ್ತುವಾರಿ ರಣದೀಪ್ ಸಿಂಗ್ ಸುರ್ಜೇವಾಲ ಅವರು ಶಾಸಕರೊಂದಿಗೆ ಸಭೆ ನಡೆಸುತ್ತಿರುವ ಬಗ್ಗೆ ಪ್ರತಿಕ್ರಿಯಿಸಿದ ಮುಖ್ಯಮಂತ್ರಿ ಸಿದ್ದರಾಮಯ್ಯ, ಅವರು ಶಾಸಕರ ಜತೆ ಚರ್ಚೆ ನಡೆಸುತ್ತಿದ್ದಾರೆ. ನಡೆಸುವ ಸಭೆಯಲ್ಲಿ ಪ್ರಮುಖವಾಗಿ ಕ್ಷೇತ್ರವಾರು ಅನುದಾನ, ಅಭಿವೃದ್ಧಿ ಕಾರ್ಯಕ್ರಮಗಳ ಕುರಿತು ಚರ್ಚಿಸಲಾಗುತ್ತದೆ. ಇದೇ ವೇಳೆ ಯಾವುದೇ ಕಾರ್ಯಕ್ರಮಗಳನ್ನು ಜನರಿಗೆ ಸ್ಪಷ್ಟವಾಗಿ ತಲುಪಿಸುವ ಬಗ್ಗೆಯೂ ಶಾಸಕರಿಗೆ ಸೂಚನೆ ನೀಡಲಾಗಿದೆ. 50 ಕೋಟಿ ರೂ. ಸರಿಯಾಗಿ ಬಳಸಿಕೊಳ್ಳಲು ಅನುದಾನ ವಿಭಾಗವಾರಿ ಶಾಸಕರ ಆಸಕ್ತಿಯ ಕ್ಷೇತ್ರಗಳಿಗೆ ಹಂಚಲಾಗಿದೆ. ಕಾಂಗ್ರೆಸ್ ಶಾಸಕರ ಒಟ್ಟು 22 ಶಾಸಕರ ಮತ್ತು ಅದಾಯ ಜಿಲ್ಲೆಗಳ ಜಿಲ್ಲಾ ಉಸ್ತುವಾರಿ ಸಚಿವರೊಂದಿಗೆ ಸಭೆ ನಡೆಸಿ ಮಾತನಾಡಿದರು. ಅಶೋಕ್ ಅವರು ಮಾಡಿರುವ ಆರೋಪಗಳು ಸತ್ಯಕ್ಕೆ ದೂರವಾದವು ಎಂದು ತಿಳಿಸಿದರು. <box>38 251 737 340</box>
flame-logo-icon <box>682 43 723 73</box>
